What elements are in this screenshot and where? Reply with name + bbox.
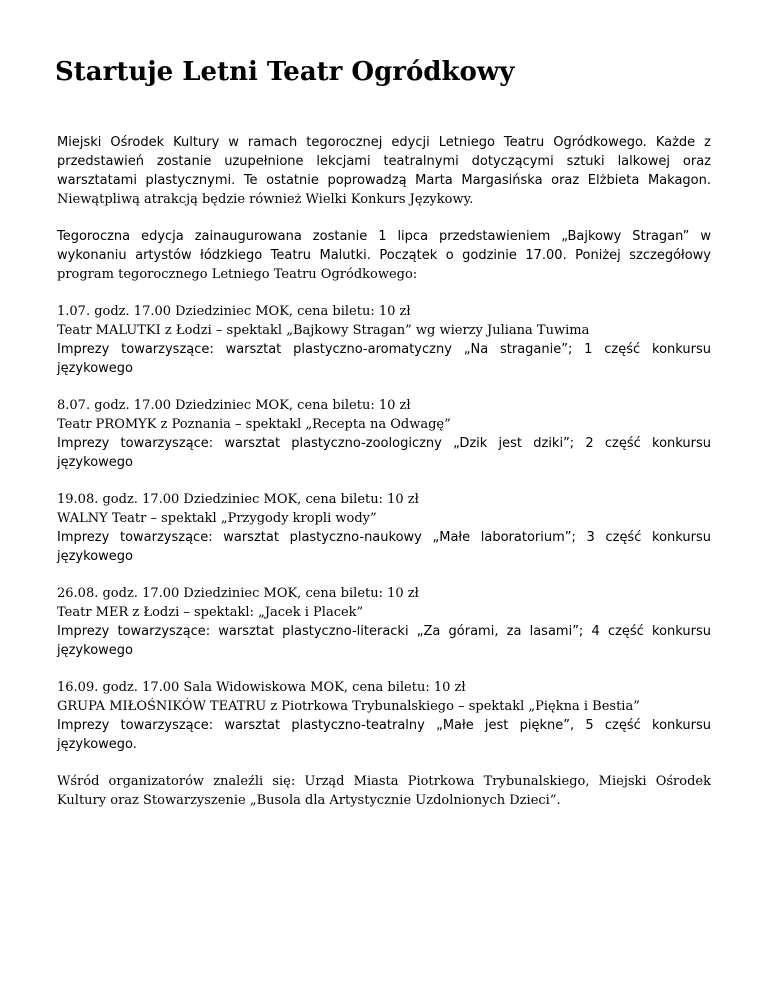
- page-title: Startuje Letni Teatr Ogródkowy: [55, 57, 515, 87]
- event-date-line: 26.08. godz. 17.00 Dziedziniec MOK, cena biletu: 10 zł: [57, 586, 419, 601]
- event-extras-line: Imprezy towarzyszące: warsztat plastyczno-aromatyczny „Na straganie”; 1 część konkursu: [57, 342, 711, 357]
- event-theatre-line: Teatr PROMYK z Poznania – spektakl „Recepta na Odwagę”: [57, 417, 451, 432]
- event-extras-cont: językowego: [57, 361, 133, 376]
- event-extras-cont: językowego: [57, 455, 133, 470]
- event-extras-line: Imprezy towarzyszące: warsztat plastyczno-zoologiczny „Dzik jest dziki”; 2 część konkursu: [57, 436, 711, 451]
- event-theatre-line: WALNY Teatr – spektakl „Przygody kropli wody”: [57, 511, 377, 526]
- opening-paragraph: [57, 227, 711, 284]
- organizers-paragraph: Wśród organizatorów znaleźli się: Urząd Miasta Piotrkowa Trybunalskiego, Miejski Ośrodek Kultury oraz Stowarzyszenie „Busola dla Artystycznie Uzdolnionych Dzieci”.: [57, 774, 711, 808]
- event-extras-line: Imprezy towarzyszące: warsztat plastyczno-naukowy „Małe laboratorium”; 3 część konkursu: [57, 530, 711, 545]
- intro-text-end: Niewątpliwą atrakcją będzie również Wielki Konkurs Językowy.: [57, 192, 474, 207]
- intro-paragraph: [57, 133, 711, 209]
- event-extras-cont: językowego.: [57, 737, 137, 752]
- event-entry: [57, 490, 711, 566]
- intro-text: Miejski Ośrodek Kultury w ramach tegorocznej edycji Letniego Teatru Ogródkowego. Każde z przedstawień zostanie uzupełnione lekcjami teatralnymi dotyczącymi sztuki lalkowej oraz warsztatami plastycznymi. Te ostatnie poprowadzą Marta Margasińska oraz Elżbieta Makagon.: [57, 135, 711, 188]
- event-theatre-line: Teatr MER z Łodzi – spektakl: „Jacek i Placek”: [57, 605, 364, 620]
- event-extras-cont: językowego: [57, 549, 133, 564]
- event-entry: [57, 678, 711, 754]
- article: [57, 52, 711, 828]
- article-body: [57, 133, 711, 810]
- event-entry: [57, 396, 711, 472]
- event-date-line: 19.08. godz. 17.00 Dziedziniec MOK, cena biletu: 10 zł: [57, 492, 419, 507]
- event-entry: [57, 302, 711, 378]
- event-extras-cont: językowego: [57, 643, 133, 658]
- opening-text: Tegoroczna edycja zainaugurowana zostanie 1 lipca przedstawieniem „Bajkowy Stragan” w wykonaniu artystów łódzkiego Teatru Malutki. Początek o godzinie 17.00. Poniżej szczegółowy: [57, 229, 711, 263]
- event-theatre-line: GRUPA MIŁOŚNIKÓW TEATRU z Piotrkowa Trybunalskiego – spektakl „Piękna i Bestia”: [57, 699, 640, 714]
- event-theatre-line: Teatr MALUTKI z Łodzi – spektakl „Bajkowy Stragan” wg wierzy Juliana Tuwima: [57, 323, 590, 338]
- event-extras-line: Imprezy towarzyszące: warsztat plastyczno-teatralny „Małe jest piękne”, 5 część konkursu: [57, 718, 711, 733]
- event-date-line: 1.07. godz. 17.00 Dziedziniec MOK, cena biletu: 10 zł: [57, 304, 411, 319]
- event-date-line: 16.09. godz. 17.00 Sala Widowiskowa MOK, cena biletu: 10 zł: [57, 680, 466, 695]
- event-entry: [57, 584, 711, 660]
- opening-text-end: program tegorocznego Letniego Teatru Ogródkowego:: [57, 267, 418, 282]
- event-date-line: 8.07. godz. 17.00 Dziedziniec MOK, cena biletu: 10 zł: [57, 398, 411, 413]
- event-extras-line: Imprezy towarzyszące: warsztat plastyczno-literacki „Za górami, za lasami”; 4 część konkursu: [57, 624, 711, 639]
